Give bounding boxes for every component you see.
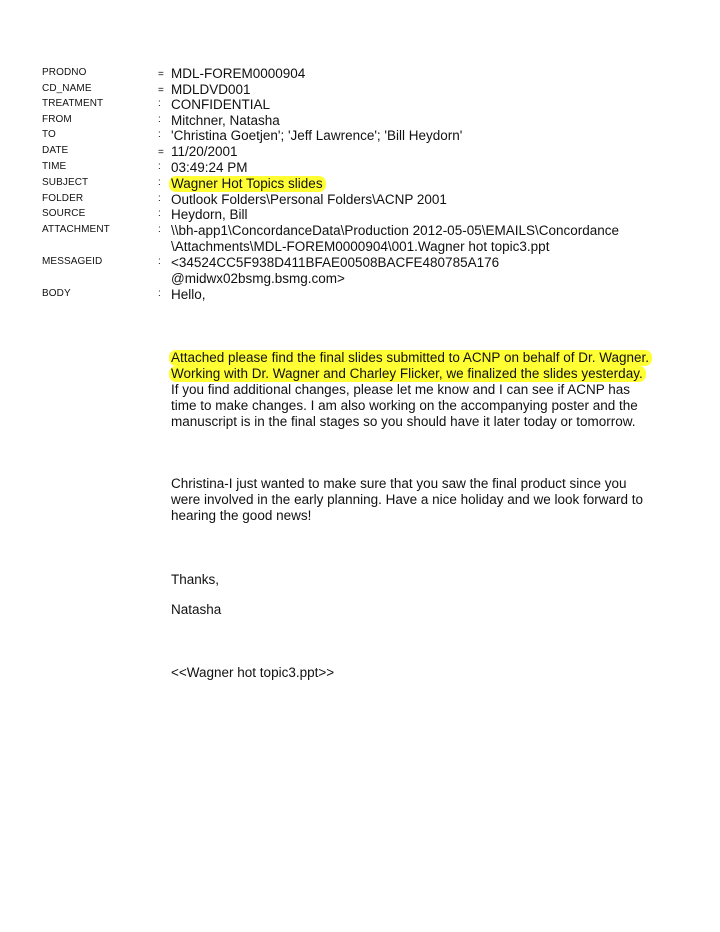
time-label: TIME	[42, 161, 67, 172]
time-value: 03:49:24 PM	[171, 160, 248, 175]
body-paragraph-2-line-3: hearing the good news!	[171, 508, 312, 523]
subject-separator: :	[158, 177, 161, 188]
source-label: SOURCE	[42, 208, 86, 219]
subject-highlight: Wagner Hot Topics slides	[169, 176, 326, 192]
body-greeting: Hello,	[171, 287, 206, 302]
attachment-separator: :	[158, 224, 161, 235]
prodno-separator: =	[158, 69, 164, 80]
messageid-label: MESSAGEID	[42, 256, 103, 267]
body-paragraph-1-line-3: If you find additional changes, please let me know and I can see if ACNP has	[171, 382, 631, 397]
date-label: DATE	[42, 145, 69, 156]
treatment-value: CONFIDENTIAL	[171, 97, 271, 112]
cd-name-label: CD_NAME	[42, 83, 92, 94]
source-value: Heydorn, Bill	[171, 207, 248, 222]
signature: Natasha	[171, 602, 222, 617]
from-label: FROM	[42, 114, 72, 125]
messageid-separator: :	[158, 256, 161, 267]
highlight-line-1: Attached please find the final slides submitted to ACNP on behalf of Dr. Wagner.	[169, 350, 652, 366]
closing-thanks: Thanks,	[171, 572, 220, 587]
prodno-label: PRODNO	[42, 67, 87, 78]
treatment-separator: :	[158, 98, 161, 109]
folder-value: Outlook Folders\Personal Folders\ACNP 2001	[171, 192, 447, 207]
from-separator: :	[158, 114, 161, 125]
messageid-value-line1: <34524CC5F938D411BFAE00508BACFE480785A176	[171, 255, 500, 270]
subject-value	[171, 176, 326, 192]
cd-name-separator: =	[158, 85, 164, 96]
prodno-value: MDL-FOREM0000904	[171, 66, 306, 81]
body-label: BODY	[42, 288, 71, 299]
subject-label: SUBJECT	[42, 177, 89, 188]
body-paragraph-1-line-4: time to make changes. I am also working on the accompanying poster and the	[171, 398, 638, 413]
to-value: 'Christina Goetjen'; 'Jeff Lawrence'; 'Bill Heydorn'	[171, 128, 463, 143]
date-separator: =	[158, 147, 164, 158]
cd-name-value: MDLDVD001	[171, 82, 251, 97]
date-value: 11/20/2001	[171, 144, 238, 159]
source-separator: :	[158, 208, 161, 219]
body-paragraph-1-line-5: manuscript is in the final stages so you should have it later today or tomorrow.	[171, 414, 636, 429]
folder-separator: :	[158, 193, 161, 204]
body-paragraph-2-line-1: Christina-I just wanted to make sure that you saw the final product since you	[171, 476, 627, 491]
attachment-value-line1: \\bh-app1\ConcordanceData\Production 2012-05-05\EMAILS\Concordance	[171, 223, 620, 238]
to-separator: :	[158, 129, 161, 140]
folder-label: FOLDER	[42, 193, 84, 204]
body-paragraph-1-line-2	[171, 366, 646, 382]
body-separator: :	[158, 288, 161, 299]
body-paragraph-1-line-1	[171, 350, 652, 366]
attachment-label: ATTACHMENT	[42, 224, 110, 235]
messageid-value-line2: @midwx02bsmg.bsmg.com>	[171, 271, 345, 286]
attachment-reference: <<Wagner hot topic3.ppt>>	[171, 665, 335, 680]
from-value: Mitchner, Natasha	[171, 113, 280, 128]
attachment-value-line2: \Attachments\MDL-FOREM0000904\001.Wagner hot topic3.ppt	[171, 239, 550, 254]
highlight-line-2: Working with Dr. Wagner and Charley Flicker, we finalized the slides yesterday.	[169, 366, 646, 382]
treatment-label: TREATMENT	[42, 98, 104, 109]
to-label: TO	[42, 129, 56, 140]
body-paragraph-2-line-2: were involved in the early planning. Have a nice holiday and we look forward to	[171, 492, 644, 507]
time-separator: :	[158, 161, 161, 172]
